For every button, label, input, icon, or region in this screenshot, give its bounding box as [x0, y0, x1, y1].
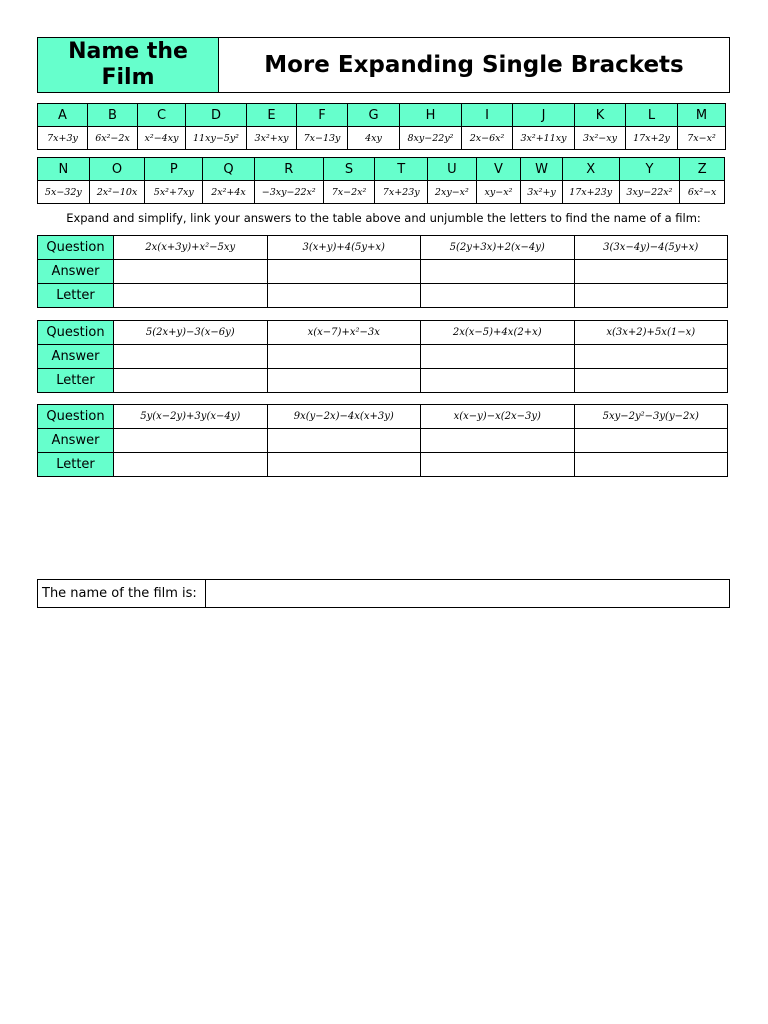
letter-label: Letter: [38, 284, 114, 308]
question-expression: 5xy−2y²−3y(y−2x): [574, 405, 728, 429]
code-letter: A: [38, 104, 88, 127]
code-expression: 2xy−x²: [428, 181, 477, 204]
answer-row: [38, 260, 728, 284]
code-expression: 3x²−xy: [575, 127, 626, 150]
answer-cell[interactable]: [114, 429, 268, 453]
code-expression: 17x+2y: [626, 127, 678, 150]
letter-label: Letter: [38, 453, 114, 477]
code-expression: 7x−13y: [297, 127, 348, 150]
question-expression: 9x(y−2x)−4x(x+3y): [267, 405, 421, 429]
code-letter: H: [400, 104, 462, 127]
answer-label: Answer: [38, 429, 114, 453]
question-row: [38, 321, 728, 345]
instructions-text: Expand and simplify, link your answers to the table above and unjumble the letters to find the name of a film:: [66, 211, 701, 225]
question-expression: x(3x+2)+5x(1−x): [574, 321, 728, 345]
code-table-letter-row: [38, 104, 726, 127]
code-expression: 2x−6x²: [462, 127, 513, 150]
code-table-a-m: [37, 103, 726, 150]
letter-cell[interactable]: [114, 453, 268, 477]
answer-label: Answer: [38, 260, 114, 284]
code-expression: 7x+23y: [375, 181, 428, 204]
code-expression: 3xy−22x²: [619, 181, 680, 204]
answer-cell[interactable]: [267, 429, 421, 453]
code-expression: xy−x²: [476, 181, 521, 204]
code-expression: 8xy−22y²: [400, 127, 462, 150]
code-letter: R: [254, 158, 323, 181]
question-expression: 5(2y+3x)+2(x−4y): [421, 236, 575, 260]
code-letter: C: [138, 104, 186, 127]
code-letter: L: [626, 104, 678, 127]
code-expression: 6x²−2x: [88, 127, 138, 150]
answer-cell[interactable]: [574, 429, 728, 453]
code-expression: 2x²−10x: [89, 181, 145, 204]
code-expression: 7x−2x²: [323, 181, 375, 204]
letter-cell[interactable]: [574, 453, 728, 477]
question-row: [38, 236, 728, 260]
code-letter: G: [348, 104, 400, 127]
letter-cell[interactable]: [114, 369, 268, 393]
letter-cell[interactable]: [267, 284, 421, 308]
code-letter: J: [513, 104, 575, 127]
code-letter: Y: [619, 158, 680, 181]
code-table-expression-row: [38, 127, 726, 150]
letter-cell[interactable]: [574, 369, 728, 393]
code-letter: O: [89, 158, 145, 181]
code-letter: B: [88, 104, 138, 127]
question-expression: 5y(x−2y)+3y(x−4y): [114, 405, 268, 429]
code-letter: T: [375, 158, 428, 181]
code-expression: 17x+23y: [562, 181, 619, 204]
code-expression: 5x−32y: [38, 181, 90, 204]
question-expression: 5(2x+y)−3(x−6y): [114, 321, 268, 345]
question-table-1: [37, 235, 728, 308]
letter-label: Letter: [38, 369, 114, 393]
letter-cell[interactable]: [267, 369, 421, 393]
code-letter: M: [678, 104, 726, 127]
code-letter: X: [562, 158, 619, 181]
letter-cell[interactable]: [421, 284, 575, 308]
answer-cell[interactable]: [421, 429, 575, 453]
question-label: Question: [38, 321, 114, 345]
code-expression: 3x²+11xy: [513, 127, 575, 150]
code-expression: −3xy−22x²: [254, 181, 323, 204]
code-letter: E: [247, 104, 297, 127]
question-label: Question: [38, 405, 114, 429]
letter-cell[interactable]: [574, 284, 728, 308]
code-expression: 3x²+y: [521, 181, 563, 204]
answer-cell[interactable]: [574, 260, 728, 284]
answer-row: [38, 429, 728, 453]
question-expression: 2x(x−5)+4x(2+x): [421, 321, 575, 345]
code-expression: 3x²+xy: [247, 127, 297, 150]
question-expression: 3(3x−4y)−4(5y+x): [574, 236, 728, 260]
code-letter: D: [186, 104, 247, 127]
code-expression: x²−4xy: [138, 127, 186, 150]
code-expression: 11xy−5y²: [186, 127, 247, 150]
answer-row: [38, 345, 728, 369]
question-expression: 2x(x+3y)+x²−5xy: [114, 236, 268, 260]
code-letter: U: [428, 158, 477, 181]
letter-row: [38, 369, 728, 393]
code-letter: P: [145, 158, 203, 181]
code-expression: 2x²+4x: [203, 181, 255, 204]
answer-cell[interactable]: [267, 345, 421, 369]
letter-cell[interactable]: [114, 284, 268, 308]
code-table-n-z: [37, 157, 725, 204]
code-letter: I: [462, 104, 513, 127]
code-table-expression-row: [38, 181, 725, 204]
answer-cell[interactable]: [421, 345, 575, 369]
question-label: Question: [38, 236, 114, 260]
code-expression: 5x²+7xy: [145, 181, 203, 204]
code-letter: N: [38, 158, 90, 181]
answer-cell[interactable]: [421, 260, 575, 284]
answer-cell[interactable]: [114, 260, 268, 284]
code-letter: V: [476, 158, 521, 181]
answer-cell[interactable]: [114, 345, 268, 369]
question-table-2: [37, 320, 728, 393]
answer-cell[interactable]: [267, 260, 421, 284]
code-letter: S: [323, 158, 375, 181]
film-name-answer-field[interactable]: [206, 580, 729, 607]
letter-cell[interactable]: [267, 453, 421, 477]
code-expression: 6x²−x: [680, 181, 725, 204]
letter-cell[interactable]: [421, 453, 575, 477]
answer-label: Answer: [38, 345, 114, 369]
code-expression: 4xy: [348, 127, 400, 150]
letter-cell[interactable]: [421, 369, 575, 393]
letter-row: [38, 453, 728, 477]
code-letter: W: [521, 158, 563, 181]
film-name-label: The name of the film is:: [38, 580, 206, 607]
code-letter: Z: [680, 158, 725, 181]
question-expression: 3(x+y)+4(5y+x): [267, 236, 421, 260]
answer-cell[interactable]: [574, 345, 728, 369]
title-box: [37, 37, 730, 93]
worksheet-subtitle: Name the Film: [38, 38, 219, 92]
code-table-letter-row: [38, 158, 725, 181]
code-expression: 7x+3y: [38, 127, 88, 150]
worksheet-title: More Expanding Single Brackets: [264, 52, 684, 78]
code-letter: F: [297, 104, 348, 127]
letter-row: [38, 284, 728, 308]
question-row: [38, 405, 728, 429]
question-table-3: [37, 404, 728, 477]
film-name-box: [37, 579, 730, 608]
code-letter: Q: [203, 158, 255, 181]
code-letter: K: [575, 104, 626, 127]
question-expression: x(x−7)+x²−3x: [267, 321, 421, 345]
code-expression: 7x−x²: [678, 127, 726, 150]
question-expression: x(x−y)−x(2x−3y): [421, 405, 575, 429]
